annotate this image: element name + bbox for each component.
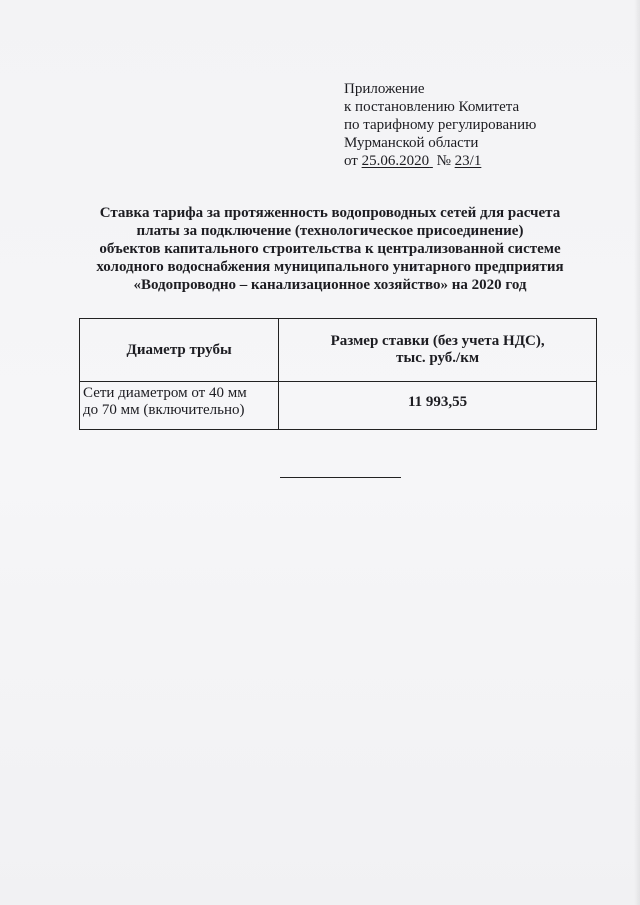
cell-diameter — [80, 382, 279, 430]
table-header-row — [80, 319, 597, 382]
rate-value: 11 993,55 — [408, 394, 468, 410]
date-prefix: от — [344, 153, 362, 169]
appendix-label: Приложение — [344, 81, 425, 97]
header-rate-line-1: Размер ставки (без учета НДС), — [330, 333, 545, 349]
appendix-resolution-line: к постановлению Комитета — [344, 99, 520, 115]
date-gap — [429, 153, 433, 169]
title-line-5: «Водопроводно – канализационное хозяйство» на 2020 год — [133, 277, 527, 293]
title-line-3: объектов капитального строительства к централизованной системе — [99, 241, 561, 257]
appendix-header — [344, 80, 536, 170]
cell-rate — [279, 382, 597, 430]
appendix-date-number-line — [344, 152, 536, 170]
diameter-line-2: до 70 мм (включительно) — [83, 402, 245, 418]
table-row — [80, 382, 597, 430]
document-title — [70, 204, 590, 294]
title-line-1: Ставка тарифа за протяженность водопроводных сетей для расчета — [99, 205, 561, 221]
title-line-4: холодного водоснабжения муниципального унитарного предприятия — [96, 259, 564, 275]
closing-line — [280, 477, 401, 478]
appendix-region-line: Мурманской области — [344, 135, 479, 151]
header-diameter — [80, 319, 279, 382]
number-prefix: № — [436, 153, 455, 169]
scan-shadow — [634, 0, 640, 905]
rate-table — [79, 318, 597, 430]
header-diameter-label: Диаметр трубы — [126, 341, 232, 358]
diameter-line-1: Сети диаметром от 40 мм — [83, 385, 247, 401]
appendix-committee-line: по тарифному регулированию — [344, 117, 537, 133]
resolution-date: 25.06.2020 — [361, 153, 430, 169]
resolution-number: 23/1 — [454, 153, 482, 169]
header-rate-line-2: тыс. руб./км — [396, 350, 480, 366]
title-line-2: платы за подключение (технологическое присоединение) — [136, 223, 524, 239]
header-rate — [279, 319, 597, 382]
